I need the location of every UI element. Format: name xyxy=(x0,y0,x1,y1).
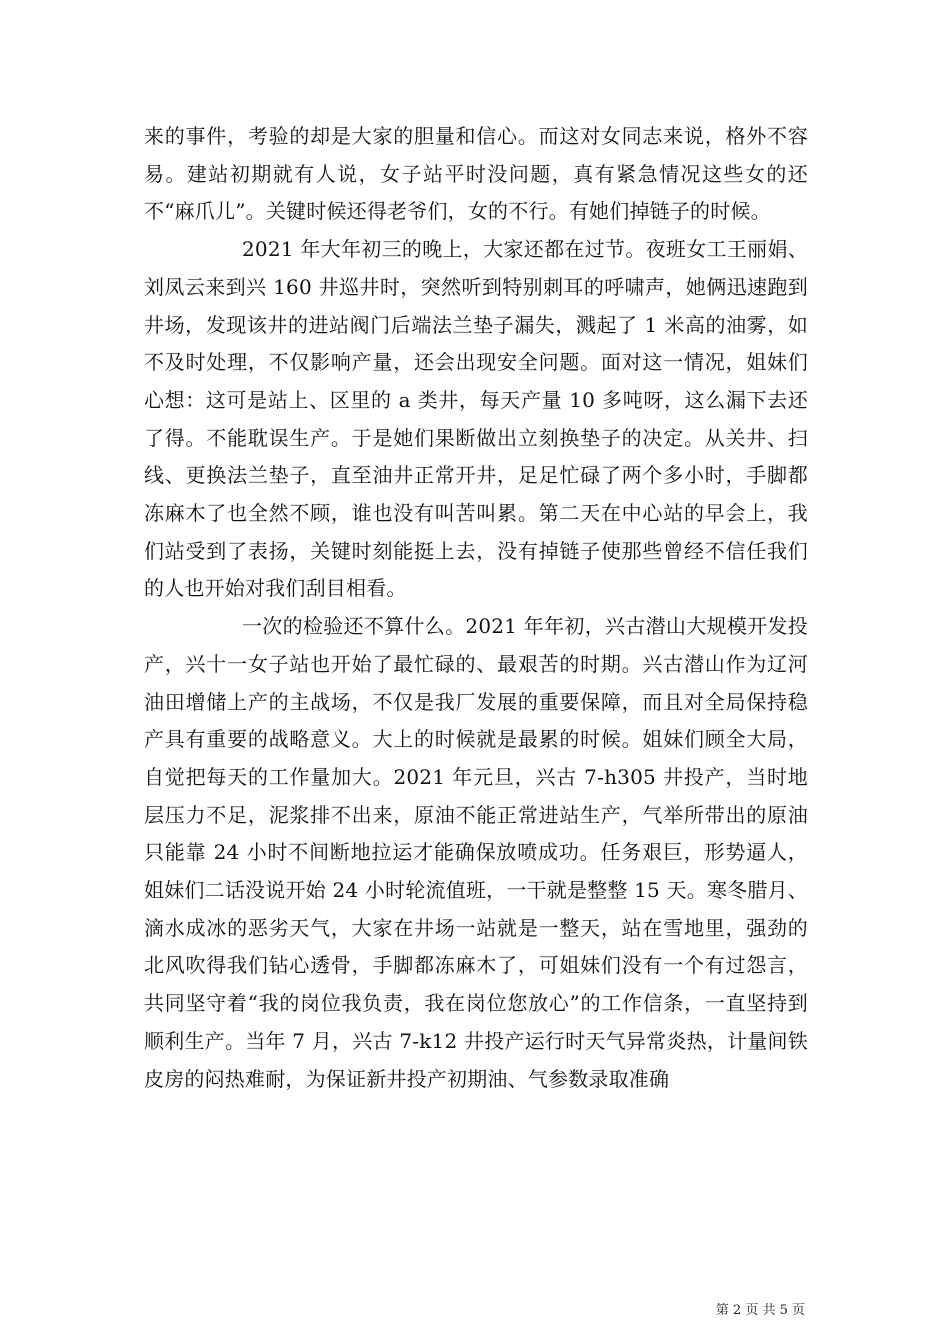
paragraph-continuation: 来的事件，考验的却是大家的胆量和信心。而这对女同志来说，格外不容易。建站初期就有人说，女子站平时没问题，真有紧急情况这些女的还不“麻爪儿”。关键时候还得老爷们，女的不行。有她们掉链子的时候。 xyxy=(144,124,808,224)
paragraph-new-year-incident: 2021 年大年初三的晚上，大家还都在过节。夜班女工王丽娟、刘凤云来到兴 160 井巡井时，突然听到特别刺耳的呼啸声，她俩迅速跑到井场，发现该井的进站阀门后端法兰垫子漏失，溅起了 1 米高的油雾，如不及时处理，不仅影响产量，还会出现安全问题。面对这一情况，姐妹们心想：这可是站上、区里的 a 类井，每天产量 10 多吨呀，这么漏下去还了得。不能耽误生产。于是她们果断做出立刻换垫子的决定。从关井、扫线、更换法兰垫子，直至油井正常开井，足足忙碌了两个多小时，手脚都冻麻木了也全然不顾，谁也没有叫苦叫累。第二天在中心站的早会上，我们站受到了表扬，关键时刻能挺上去，没有掉链子使那些曾经不信任我们的人也开始对我们刮目相看。 xyxy=(144,237,808,601)
document-body xyxy=(144,118,808,1098)
paragraph-xinggu-development: 一次的检验还不算什么。2021 年年初，兴古潜山大规模开发投产，兴十一女子站也开始了最忙碌的、最艰苦的时期。兴古潜山作为辽河油田增储上产的主战场，不仅是我厂发展的重要保障，而且对全局保持稳产具有重要的战略意义。大上的时候就是最累的时候。姐妹们顾全大局，自觉把每天的工作量加大。2021 年元旦，兴古 7-h305 井投产，当时地层压力不足，泥浆排不出来，原油不能正常进站生产，气举所带出的原油只能靠 24 小时不间断地拉运才能确保放喷成功。任务艰巨，形势逼人，姐妹们二话没说开始 24 小时轮流值班，一干就是整整 15 天。寒冬腊月、滴水成冰的恶劣天气，大家在井场一站就是一整天，站在雪地里，强劲的北风吹得我们钻心透骨，手脚都冻麻木了，可姐妹们没有一个有过怨言，共同坚守着“我的岗位我负责，我在岗位您放心”的工作信条，一直坚持到顺利生产。当年 7 月，兴古 7-k12 井投产运行时天气异常炎热，计量间铁皮房的闷热难耐，为保证新井投产初期油、气参数录取准确 xyxy=(144,614,808,1091)
page-number-footer: 第 2 页 共 5 页 xyxy=(715,1303,805,1318)
